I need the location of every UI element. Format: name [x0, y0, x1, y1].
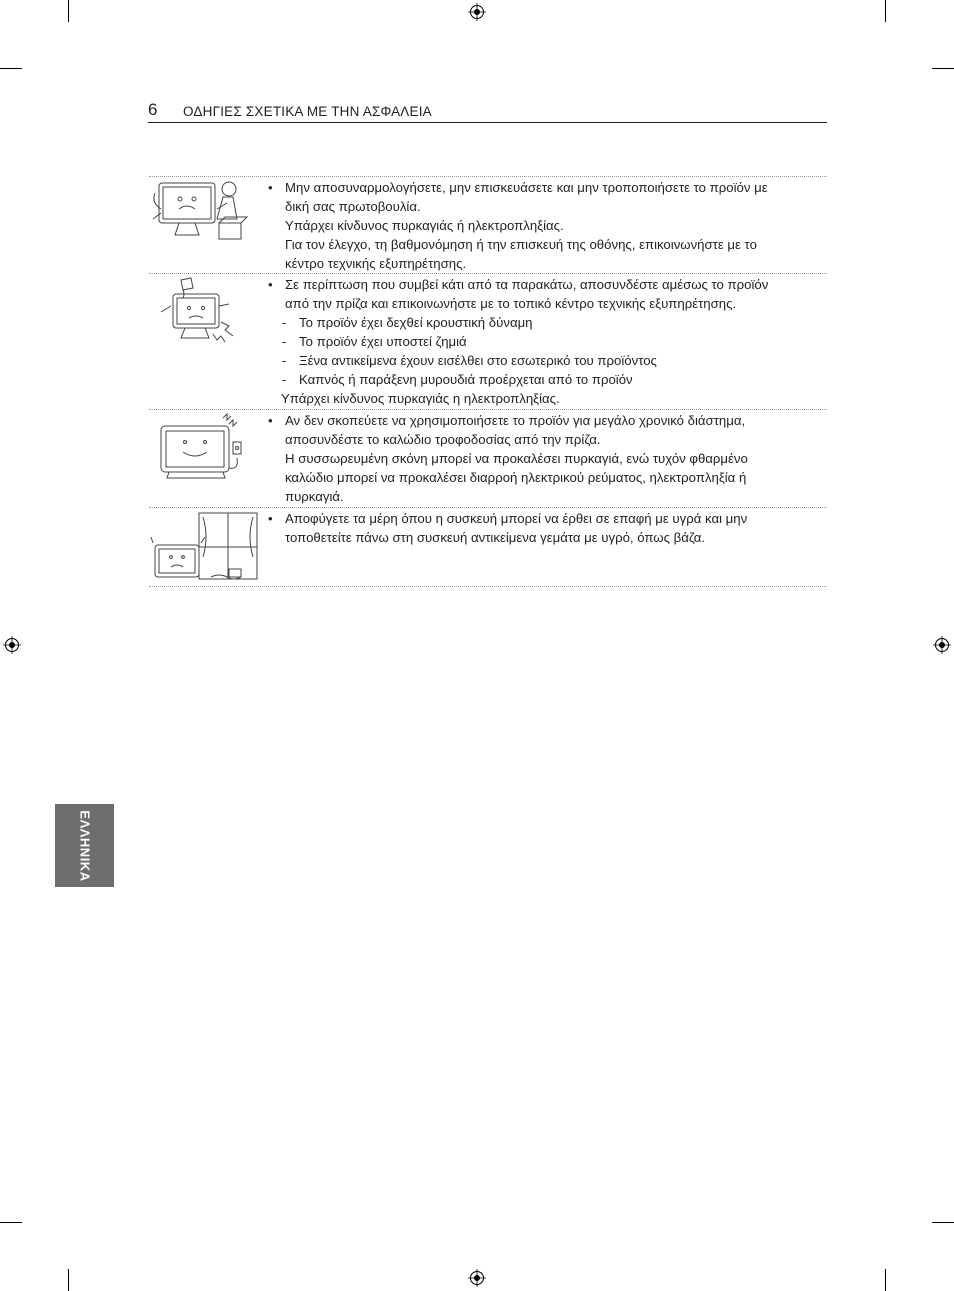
instruction-text: [269, 410, 827, 506]
language-tab-label: ΕΛΛΗΝΙΚΑ: [77, 809, 92, 882]
crop-mark: [68, 1269, 69, 1291]
bullet-item: • Αν δεν σκοπεύετε να χρησιμοποιήσετε το προϊόν για μεγάλο χρονικό διάστημα,: [268, 413, 746, 428]
crop-mark: [932, 68, 954, 69]
text-line: Η συσσωρευμένη σκόνη μπορεί να προκαλέσει πυρκαγιά, ενώ τυχόν φθαρμένο: [285, 451, 748, 466]
crop-mark: [932, 1222, 954, 1223]
text-line: αποσυνδέστε το καλώδιο τροφοδοσίας από την πρίζα.: [285, 432, 601, 447]
tv-unplug-illustration: [149, 412, 259, 482]
page-number: 6: [148, 100, 158, 119]
text-line: καλώδιο μπορεί να προκαλέσει διαρροή ηλεκτρικού ρεύματος, ηλεκτροπληξία ή: [285, 470, 747, 485]
text-line: Υπάρχει κίνδυνος πυρκαγιάς η ηλεκτροπληξίας.: [281, 391, 560, 406]
text-line: δική σας πρωτοβουλία.: [285, 199, 421, 214]
dash-item: - Καπνός ή παράξενη μυρουδιά προέρχεται από το προϊόν: [282, 372, 633, 387]
safety-row: [149, 273, 827, 409]
page-header: [148, 100, 827, 123]
crop-mark: [0, 68, 22, 69]
instruction-text: [269, 177, 827, 273]
registration-mark-icon: [933, 636, 951, 654]
page-title: ΟΔΗΓΙΕΣ ΣΧΕΤΙΚΑ ΜΕ ΤΗΝ ΑΣΦΑΛΕΙΑ: [183, 104, 432, 119]
instruction-text: [269, 274, 827, 408]
crop-mark: [885, 0, 886, 22]
text-line: Υπάρχει κίνδυνος πυρκαγιάς ή ηλεκτροπληξίας.: [285, 218, 564, 233]
text-line: κέντρο τεχνικής εξυπηρέτησης.: [285, 256, 467, 271]
safety-row: [149, 507, 827, 587]
tv-liquid-illustration: [149, 509, 259, 585]
registration-mark-icon: [3, 636, 21, 654]
safety-instructions-table: [149, 176, 827, 587]
bullet-item: • Αποφύγετε τα μέρη όπου η συσκευή μπορεί να έρθει σε επαφή με υγρά και μην: [268, 511, 748, 526]
registration-mark-icon: [468, 3, 486, 21]
crop-mark: [0, 1222, 22, 1223]
text-line: Για τον έλεγχο, τη βαθμονόμηση ή την επισκευή της οθόνης, επικοινωνήστε με το: [285, 237, 757, 252]
crop-mark: [885, 1269, 886, 1291]
text-line: τοποθετείτε πάνω στη συσκευή αντικείμενα γεμάτα με υγρό, όπως βάζα.: [285, 530, 706, 545]
bullet-item: • Σε περίπτωση που συμβεί κάτι από τα παρακάτω, αποσυνδέστε αμέσως το προϊόν: [268, 277, 769, 292]
text-line: πυρκαγιά.: [285, 489, 344, 504]
bullet-item: • Μην αποσυναρμολογήσετε, μην επισκευάσετε και μην τροποποιήσετε το προϊόν με: [268, 180, 768, 195]
tv-repair-illustration: [149, 179, 259, 245]
text-line: από την πρίζα και επικοινωνήστε με το τοπικό κέντρο τεχνικής εξυπηρέτησης.: [285, 296, 737, 311]
dash-item: - Το προϊόν έχει υποστεί ζημιά: [282, 334, 467, 349]
tv-damage-illustration: [149, 276, 259, 344]
instruction-text: [269, 508, 827, 547]
language-tab: [55, 804, 114, 887]
crop-mark: [68, 0, 69, 22]
registration-mark-icon: [468, 1269, 486, 1287]
dash-item: - Το προϊόν έχει δεχθεί κρουστική δύναμη: [282, 315, 533, 330]
safety-row: [149, 176, 827, 273]
safety-row: [149, 409, 827, 507]
dash-item: - Ξένα αντικείμενα έχουν εισέλθει στο εσωτερικό του προϊόντος: [282, 353, 657, 368]
